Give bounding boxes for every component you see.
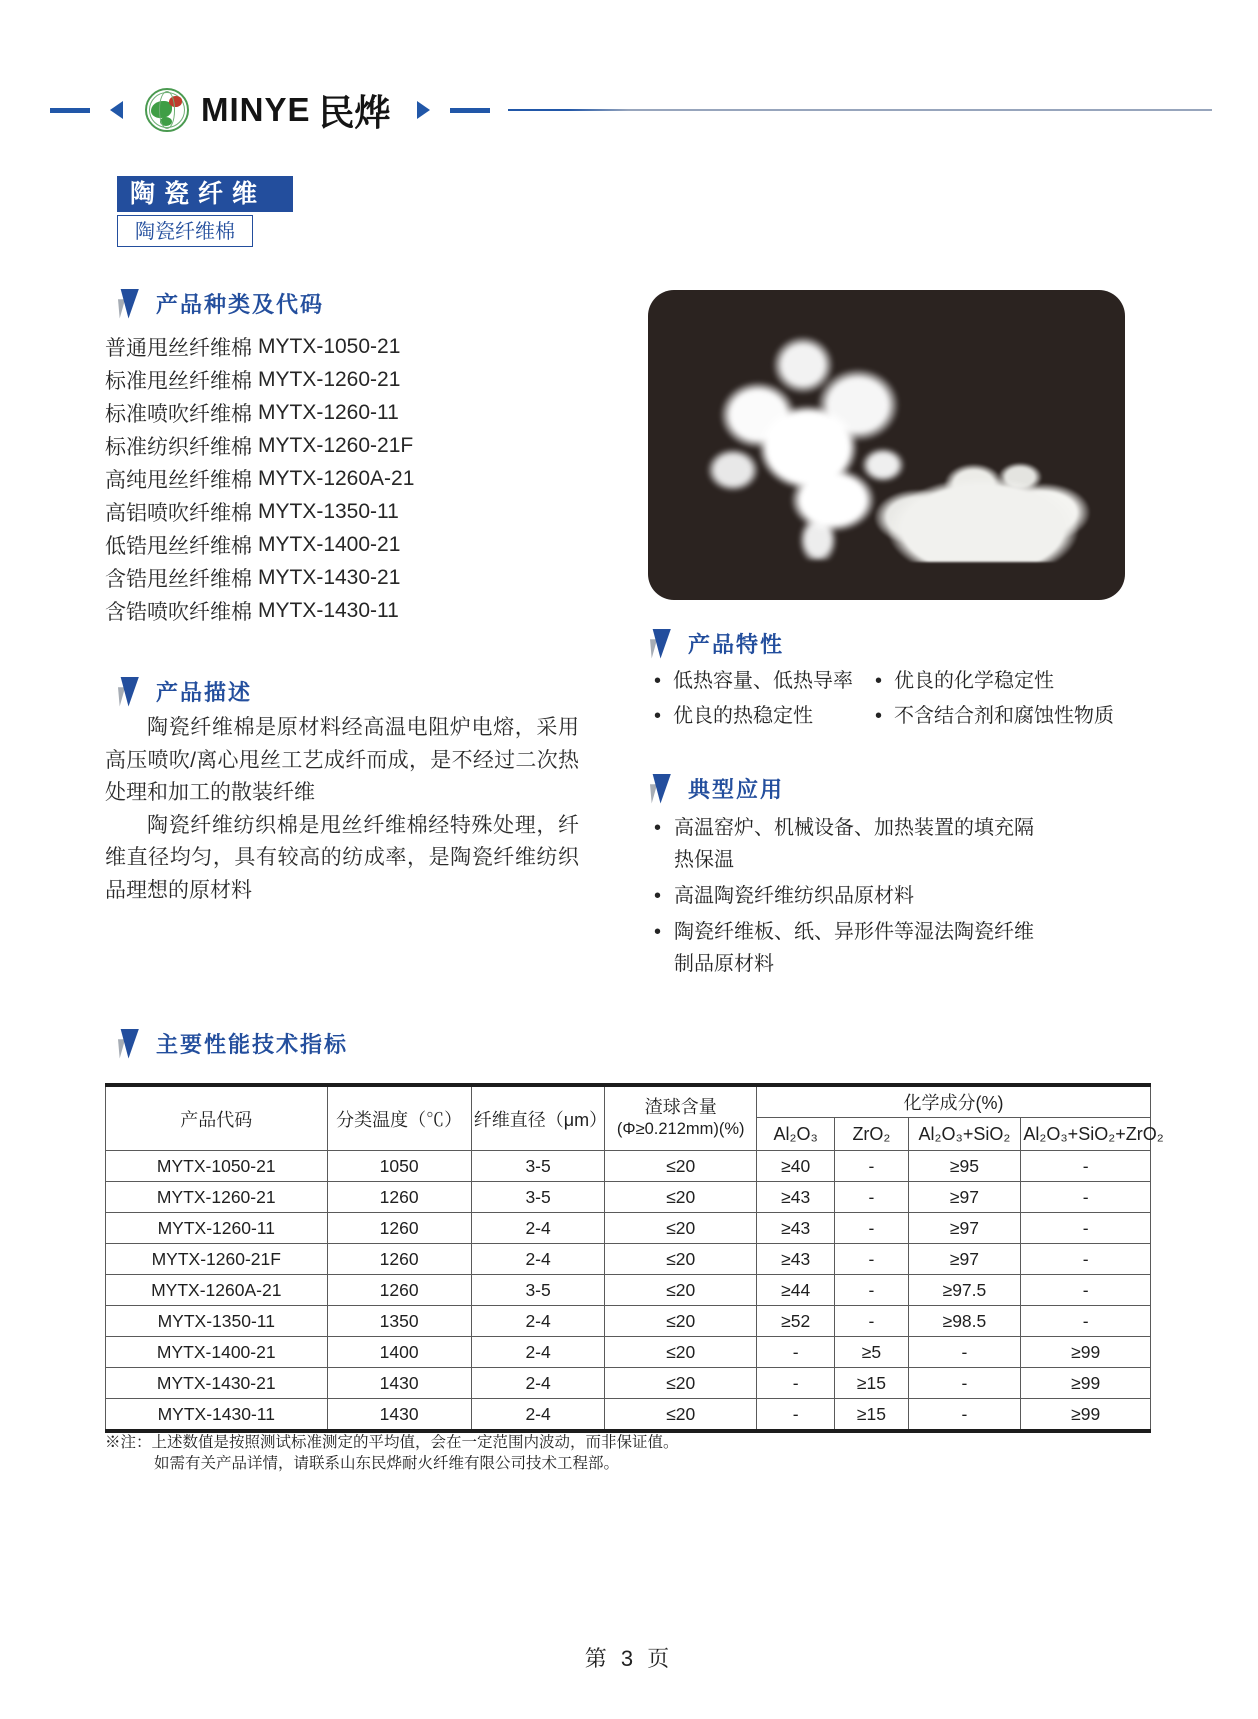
product-list-item	[105, 330, 414, 363]
brand-header	[50, 88, 1212, 132]
application-list	[652, 812, 1034, 984]
cell-diameter: 2-4	[471, 1213, 605, 1244]
cell-zro2: -	[835, 1151, 908, 1182]
cell-al2o3-sio2: -	[908, 1368, 1021, 1399]
brand-dash-left	[50, 108, 90, 113]
section-bookmark-icon	[118, 289, 139, 319]
product-name: 标准纺织纤维棉	[105, 435, 252, 459]
cell-diameter: 3-5	[471, 1151, 605, 1182]
product-name: 含锆喷吹纤维棉	[105, 600, 252, 624]
col-header-chem: Al₂O₃+SiO₂	[908, 1118, 1021, 1151]
cell-code: MYTX-1050-21	[106, 1151, 328, 1182]
cell-al2o3-sio2: ≥97.5	[908, 1275, 1021, 1306]
col-header-chem: Al₂O₃	[757, 1118, 835, 1151]
cell-zro2: -	[835, 1275, 908, 1306]
cell-temperature: 1050	[327, 1151, 471, 1182]
col-header-diameter: 纤维直径（μm）	[471, 1085, 605, 1151]
cell-temperature: 1430	[327, 1368, 471, 1399]
section-bookmark-icon	[118, 677, 139, 707]
cell-al2o3: ≥43	[757, 1182, 835, 1213]
product-code: MYTX-1260-11	[258, 400, 399, 424]
section-bookmark-icon	[650, 629, 671, 659]
spec-row	[106, 1151, 1151, 1182]
cell-slag: ≤20	[605, 1244, 757, 1275]
cell-diameter: 2-4	[471, 1337, 605, 1368]
section-bookmark-icon	[650, 774, 671, 804]
product-code: MYTX-1260-21F	[258, 433, 414, 457]
cell-al2o3-sio2: -	[908, 1399, 1021, 1432]
product-code: MYTX-1050-21	[258, 334, 401, 358]
cell-slag: ≤20	[605, 1275, 757, 1306]
cell-code: MYTX-1400-21	[106, 1337, 328, 1368]
cell-diameter: 3-5	[471, 1182, 605, 1213]
product-code: MYTX-1350-11	[258, 499, 399, 523]
product-name: 高铝喷吹纤维棉	[105, 501, 252, 525]
cell-temperature: 1430	[327, 1399, 471, 1432]
application-item: • 高温陶瓷纤维纺织品原材料	[652, 880, 1034, 912]
spec-row	[106, 1244, 1151, 1275]
product-code: MYTX-1260-21	[258, 367, 401, 391]
cell-code: MYTX-1260-11	[106, 1213, 328, 1244]
cell-code: MYTX-1260-21	[106, 1182, 328, 1213]
cell-al2o3-sio2: ≥97	[908, 1182, 1021, 1213]
section-bookmark-icon	[118, 1029, 139, 1059]
section-title-applications: 典型应用	[688, 777, 785, 802]
cell-al2o3: ≥44	[757, 1275, 835, 1306]
application-item: • 高温窑炉、机械设备、加热装置的填充隔热保温	[652, 812, 1034, 876]
spec-row	[106, 1182, 1151, 1213]
right-arrow-icon	[417, 101, 430, 119]
spec-table	[105, 1083, 1164, 1433]
cell-slag: ≤20	[605, 1337, 757, 1368]
page-title: 陶瓷纤维	[117, 176, 293, 212]
cell-al2o3-sio2-zro2: -	[1021, 1275, 1151, 1306]
cell-al2o3-sio2: -	[908, 1337, 1021, 1368]
cell-temperature: 1260	[327, 1275, 471, 1306]
cell-al2o3: -	[757, 1337, 835, 1368]
product-list-item	[105, 462, 414, 495]
cell-zro2: ≥15	[835, 1399, 908, 1432]
brand-dash-right	[450, 108, 490, 113]
product-list-item	[105, 561, 414, 594]
product-description	[105, 712, 579, 907]
cell-zro2: -	[835, 1182, 908, 1213]
cell-al2o3-sio2: ≥97	[908, 1213, 1021, 1244]
cell-diameter: 2-4	[471, 1244, 605, 1275]
cell-al2o3-sio2-zro2: -	[1021, 1306, 1151, 1337]
cell-al2o3: ≥40	[757, 1151, 835, 1182]
cell-slag: ≤20	[605, 1151, 757, 1182]
product-list-item	[105, 495, 414, 528]
cell-code: MYTX-1350-11	[106, 1306, 328, 1337]
section-heading-types	[118, 288, 324, 319]
page-subtitle: 陶瓷纤维棉	[117, 215, 253, 247]
table-notes	[105, 1432, 679, 1474]
cell-code: MYTX-1260-21F	[106, 1244, 328, 1275]
product-type-list	[105, 330, 414, 627]
product-list-item	[105, 363, 414, 396]
cell-diameter: 3-5	[471, 1275, 605, 1306]
cell-slag: ≤20	[605, 1213, 757, 1244]
product-name: 低锆甩丝纤维棉	[105, 534, 252, 558]
product-name: 含锆甩丝纤维棉	[105, 567, 252, 591]
cell-al2o3-sio2-zro2: ≥99	[1021, 1368, 1151, 1399]
cell-al2o3: ≥52	[757, 1306, 835, 1337]
cell-code: MYTX-1430-21	[106, 1368, 328, 1399]
section-title-specs: 主要性能技术指标	[156, 1032, 349, 1057]
cell-temperature: 1260	[327, 1182, 471, 1213]
cell-temperature: 1260	[327, 1244, 471, 1275]
col-header-chem: ZrO₂	[835, 1118, 908, 1151]
header-rule	[508, 109, 1212, 111]
note-line: ※注：上述数值是按照测试标准测定的平均值，会在一定范围内波动，而非保证值。	[105, 1434, 679, 1451]
section-title-types: 产品种类及代码	[156, 292, 325, 317]
spec-row	[106, 1213, 1151, 1244]
col-header-code: 产品代码	[106, 1085, 328, 1151]
product-name: 普通甩丝纤维棉	[105, 336, 252, 360]
feature-item: • 低热容量、低热导率	[652, 664, 873, 699]
cell-zro2: -	[835, 1306, 908, 1337]
cell-al2o3-sio2-zro2: ≥99	[1021, 1399, 1151, 1432]
fiber-pile-image	[867, 444, 1099, 562]
left-arrow-icon	[110, 101, 123, 119]
feature-item: • 优良的热稳定性	[652, 699, 873, 734]
cell-al2o3-sio2-zro2: -	[1021, 1244, 1151, 1275]
product-code: MYTX-1430-21	[258, 565, 401, 589]
product-code: MYTX-1260A-21	[258, 466, 415, 490]
spec-row	[106, 1399, 1151, 1432]
cell-al2o3-sio2: ≥98.5	[908, 1306, 1021, 1337]
col-header-temperature: 分类温度（℃）	[327, 1085, 471, 1151]
cell-al2o3-sio2: ≥95	[908, 1151, 1021, 1182]
globe-logo-icon	[145, 88, 189, 132]
cell-al2o3-sio2-zro2: -	[1021, 1151, 1151, 1182]
product-code: MYTX-1400-21	[258, 532, 401, 556]
cell-zro2: -	[835, 1213, 908, 1244]
product-name: 标准甩丝纤维棉	[105, 369, 252, 393]
description-paragraph: 陶瓷纤维棉是原材料经高温电阻炉电熔，采用高压喷吹/离心甩丝工艺成纤而成，是不经过二次热处理和加工的散装纤维	[105, 716, 579, 804]
cell-al2o3: ≥43	[757, 1213, 835, 1244]
feature-item: • 不含结合剂和腐蚀性物质	[873, 699, 1157, 734]
cell-slag: ≤20	[605, 1368, 757, 1399]
cell-temperature: 1400	[327, 1337, 471, 1368]
cell-slag: ≤20	[605, 1182, 757, 1213]
product-list-item	[105, 594, 414, 627]
product-list-item	[105, 528, 414, 561]
page-number: 第 3 页	[584, 1646, 674, 1671]
product-name: 高纯甩丝纤维棉	[105, 468, 252, 492]
cell-al2o3: -	[757, 1368, 835, 1399]
product-photo	[648, 290, 1125, 600]
section-heading-features	[650, 628, 784, 659]
col-header-slag: 渣球含量 (Φ≥0.212mm)(%)	[605, 1085, 757, 1151]
section-heading-applications	[650, 773, 784, 804]
cell-code: MYTX-1260A-21	[106, 1275, 328, 1306]
col-header-chem: Al₂O₃+SiO₂+ZrO₂	[1021, 1118, 1151, 1151]
product-list-item	[105, 396, 414, 429]
feature-list	[652, 664, 1157, 734]
cell-al2o3: -	[757, 1399, 835, 1432]
cell-al2o3-sio2-zro2: -	[1021, 1213, 1151, 1244]
cell-al2o3-sio2-zro2: ≥99	[1021, 1337, 1151, 1368]
cell-temperature: 1260	[327, 1213, 471, 1244]
note-line: 如需有关产品详情，请联系山东民烨耐火纤维有限公司技术工程部。	[154, 1455, 620, 1472]
cell-zro2: ≥15	[835, 1368, 908, 1399]
product-list-item	[105, 429, 414, 462]
section-heading-specs	[118, 1028, 348, 1059]
section-title-description: 产品描述	[156, 680, 253, 705]
col-header-chem-group: 化学成分(%)	[757, 1085, 1151, 1118]
cell-al2o3-sio2-zro2: -	[1021, 1182, 1151, 1213]
product-code: MYTX-1430-11	[258, 598, 399, 622]
brand-name-en: MINYE	[201, 91, 311, 128]
cell-code: MYTX-1430-11	[106, 1399, 328, 1432]
cell-slag: ≤20	[605, 1306, 757, 1337]
section-title-features: 产品特性	[688, 632, 785, 657]
brand-name-cn: 民烨	[318, 91, 391, 134]
cell-slag: ≤20	[605, 1399, 757, 1432]
cell-diameter: 2-4	[471, 1399, 605, 1432]
cell-diameter: 2-4	[471, 1368, 605, 1399]
cell-temperature: 1350	[327, 1306, 471, 1337]
application-item: • 陶瓷纤维板、纸、异形件等湿法陶瓷纤维制品原材料	[652, 916, 1034, 980]
section-heading-description	[118, 676, 252, 707]
cell-zro2: -	[835, 1244, 908, 1275]
description-paragraph: 陶瓷纤维纺织棉是甩丝纤维棉经特殊处理，纤维直径均匀，具有较高的纺成率，是陶瓷纤维纺织品理想的原材料	[105, 813, 579, 902]
cell-zro2: ≥5	[835, 1337, 908, 1368]
spec-row	[106, 1337, 1151, 1368]
spec-row	[106, 1368, 1151, 1399]
cell-al2o3: ≥43	[757, 1244, 835, 1275]
cell-diameter: 2-4	[471, 1306, 605, 1337]
cell-al2o3-sio2: ≥97	[908, 1244, 1021, 1275]
spec-row	[106, 1306, 1151, 1337]
product-name: 标准喷吹纤维棉	[105, 402, 252, 426]
spec-row	[106, 1275, 1151, 1306]
feature-item: • 优良的化学稳定性	[873, 664, 1157, 699]
